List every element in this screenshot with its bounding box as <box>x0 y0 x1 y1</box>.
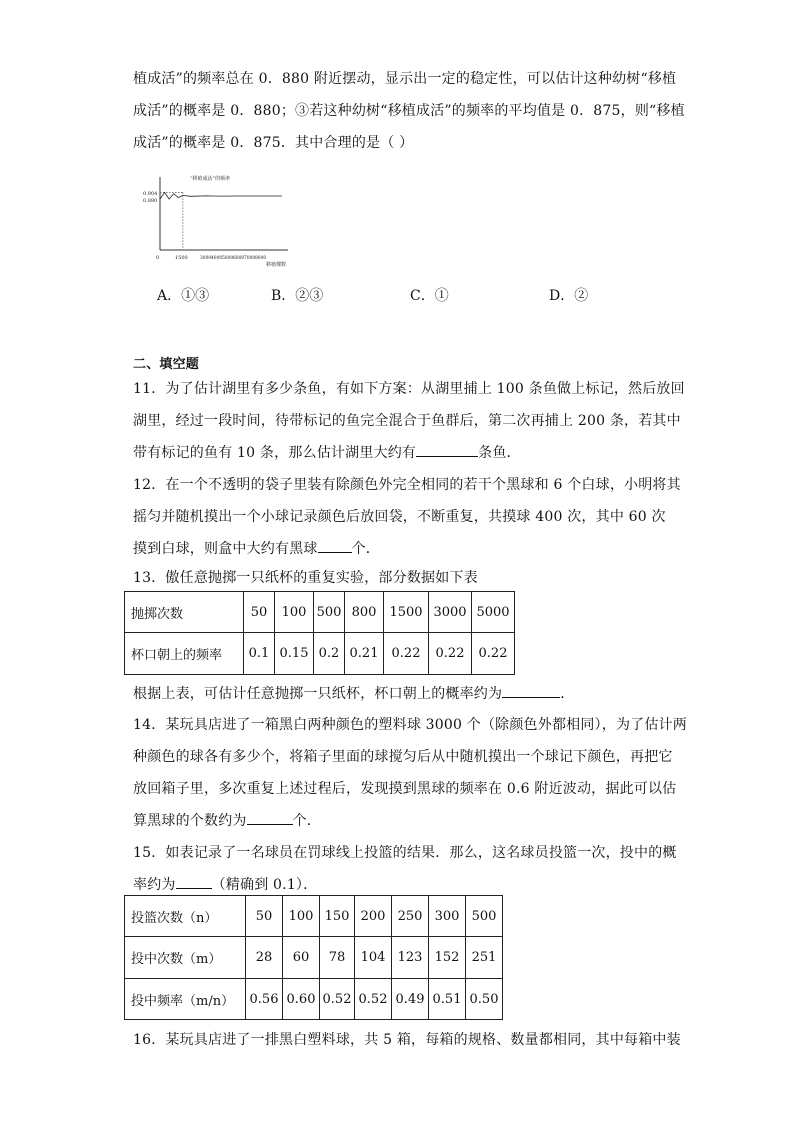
x-axis-label: 移植棵数 <box>266 262 287 268</box>
q14-text-after-blank: 个． <box>292 813 322 829</box>
table-cell: 3000 <box>429 592 472 633</box>
q16-line-1: 16．某玩具店进了一排黑白塑料球，共 5 箱，每箱的规格、数量都相同，其中每箱中装 <box>133 1032 681 1048</box>
table-row <box>125 896 503 937</box>
q15-text-before-blank: 率约为 <box>133 877 176 893</box>
table-row <box>125 592 515 633</box>
option-a[interactable]: A．①③ <box>157 288 210 304</box>
q11-line-1: 11．为了估计湖里有多少条鱼，有如下方案：从湖里捕上 100 条鱼做上标记，然后放回 <box>133 381 685 397</box>
table-cell: 0.2 <box>314 633 345 675</box>
table-cell: 0.49 <box>392 979 429 1020</box>
table-cell: 0.22 <box>384 633 429 675</box>
x-tick-label: 7000 <box>244 256 256 261</box>
answer-blank[interactable] <box>176 876 212 889</box>
x-tick-label: 0 <box>156 255 160 261</box>
table-cell: 300 <box>429 896 466 937</box>
table-cell: 60 <box>283 937 320 979</box>
q12-line-1: 12．在一个不透明的袋子里装有除颜色外完全相同的若干个黑球和 6 个白球，小明将其 <box>133 477 681 493</box>
q10-line-2: 成活”的概率是 0．880；③若这种幼树“移植成活”的频率的平均值是 0．875，则“移植 <box>133 103 685 119</box>
table-cell: 0.52 <box>355 979 392 1020</box>
table-cell: 0.52 <box>320 979 355 1020</box>
q11-text-before-blank: 带有标记的鱼有 10 条，那么估计湖里大约有 <box>133 445 417 461</box>
q13-table <box>124 591 515 675</box>
q12-line-3 <box>133 538 380 558</box>
q15-text-after-blank: （精确到 0.1）． <box>211 877 318 893</box>
table-header-cell: 投中次数（m） <box>125 937 246 979</box>
table-cell: 50 <box>244 592 275 633</box>
chart-title: “移植成活”的频率 <box>190 176 231 182</box>
table-header-cell: 投中频率（m/n） <box>125 979 246 1020</box>
table-cell: 5000 <box>472 592 515 633</box>
q13-text-after-blank: ． <box>560 686 575 702</box>
table-cell: 800 <box>345 592 384 633</box>
x-tick-label: 6000 <box>233 256 245 261</box>
table-cell: 50 <box>246 896 283 937</box>
answer-blank[interactable] <box>502 685 560 698</box>
q11-text-after-blank: 条鱼． <box>478 445 521 461</box>
q15-line-2 <box>133 874 317 894</box>
frequency-chart <box>143 162 290 272</box>
q14-line-1: 14．某玩具店进了一箱黑白两种颜色的塑料球 3000 个（除颜色外都相同），为了估计两 <box>133 717 687 733</box>
q11-line-3 <box>133 442 521 462</box>
answer-blank[interactable] <box>247 812 293 825</box>
q15-table <box>124 895 503 1020</box>
table-cell: 251 <box>466 937 503 979</box>
x-tick-label: 5000 <box>222 256 234 261</box>
q15-line-1: 15．如表记录了一名球员在罚球线上投篮的结果．那么，这名球员投篮一次，投中的概 <box>133 845 677 861</box>
table-row <box>125 633 515 675</box>
table-cell: 500 <box>466 896 503 937</box>
table-cell: 0.56 <box>246 979 283 1020</box>
option-b[interactable]: B．②③ <box>271 288 324 304</box>
table-cell: 0.21 <box>345 633 384 675</box>
table-row <box>125 937 503 979</box>
q12-text-after-blank: 个． <box>351 541 381 557</box>
q12-text-before-blank: 摸到白球，则盒中大约有黑球 <box>133 541 318 557</box>
answer-blank[interactable] <box>416 444 478 457</box>
q14-text-before-blank: 算黑球的个数约为 <box>133 813 247 829</box>
x-tick-label: 1500 <box>175 255 188 261</box>
table-cell: 0.15 <box>275 633 314 675</box>
q13-stem: 13．傲任意抛掷一只纸杯的重复实验，部分数据如下表 <box>133 570 478 586</box>
table-cell: 78 <box>320 937 355 979</box>
table-cell: 200 <box>355 896 392 937</box>
table-cell: 0.60 <box>283 979 320 1020</box>
table-cell: 104 <box>355 937 392 979</box>
x-tick-label: 3000 <box>200 256 212 261</box>
y-tick-label: 0.880 <box>143 198 158 204</box>
table-cell: 100 <box>275 592 314 633</box>
table-cell: 0.1 <box>244 633 275 675</box>
q14-line-4 <box>133 810 321 830</box>
answer-blank[interactable] <box>318 540 352 553</box>
table-header-cell: 投篮次数（n） <box>125 896 246 937</box>
table-cell: 150 <box>320 896 355 937</box>
series-line <box>160 192 282 199</box>
option-d[interactable]: D．② <box>549 288 589 304</box>
q14-line-3: 放回箱子里，多次重复上述过程后，发现摸到黑球的频率在 0.6 附近波动，据此可以估 <box>133 781 677 797</box>
q10-line-3: 成活”的概率是 0．875．其中合理的是（ ） <box>133 135 414 151</box>
q10-line-1: 植成活”的频率总在 0．880 附近摆动，显示出一定的稳定性，可以估计这种幼树“移植 <box>133 71 677 87</box>
table-cell: 100 <box>283 896 320 937</box>
table-row <box>125 979 503 1020</box>
table-cell: 1500 <box>384 592 429 633</box>
x-tick-label: 4000 <box>211 256 223 261</box>
table-header-cell: 杯口朝上的频率 <box>125 633 244 675</box>
q11-line-2: 湖里，经过一段时间，待带标记的鱼完全混合于鱼群后，第二次再捕上 200 条，若其中 <box>133 413 681 429</box>
q13-text-before-blank: 根据上表，可估计任意抛掷一只纸杯，杯口朝上的概率约为 <box>133 686 503 702</box>
x-tick-label: 8000 <box>255 256 267 261</box>
table-cell: 152 <box>429 937 466 979</box>
table-header-cell: 抛掷次数 <box>125 592 244 633</box>
q13-after <box>133 683 574 703</box>
table-cell: 123 <box>392 937 429 979</box>
q12-line-2: 摇匀并随机摸出一个小球记录颜色后放回袋，不断重复，共摸球 400 次，其中 60 次 <box>133 509 666 525</box>
table-cell: 0.50 <box>466 979 503 1020</box>
table-cell: 0.22 <box>429 633 472 675</box>
table-cell: 0.22 <box>472 633 515 675</box>
table-cell: 500 <box>314 592 345 633</box>
table-cell: 28 <box>246 937 283 979</box>
y-tick-label: 0.904 <box>143 191 158 197</box>
table-cell: 0.51 <box>429 979 466 1020</box>
option-c[interactable]: C．① <box>410 288 449 304</box>
q14-line-2: 种颜色的球各有多少个，将箱子里面的球搅匀后从中随机摸出一个球记下颜色，再把它 <box>133 749 673 765</box>
table-cell: 250 <box>392 896 429 937</box>
section-title: 二、填空题 <box>133 357 200 372</box>
